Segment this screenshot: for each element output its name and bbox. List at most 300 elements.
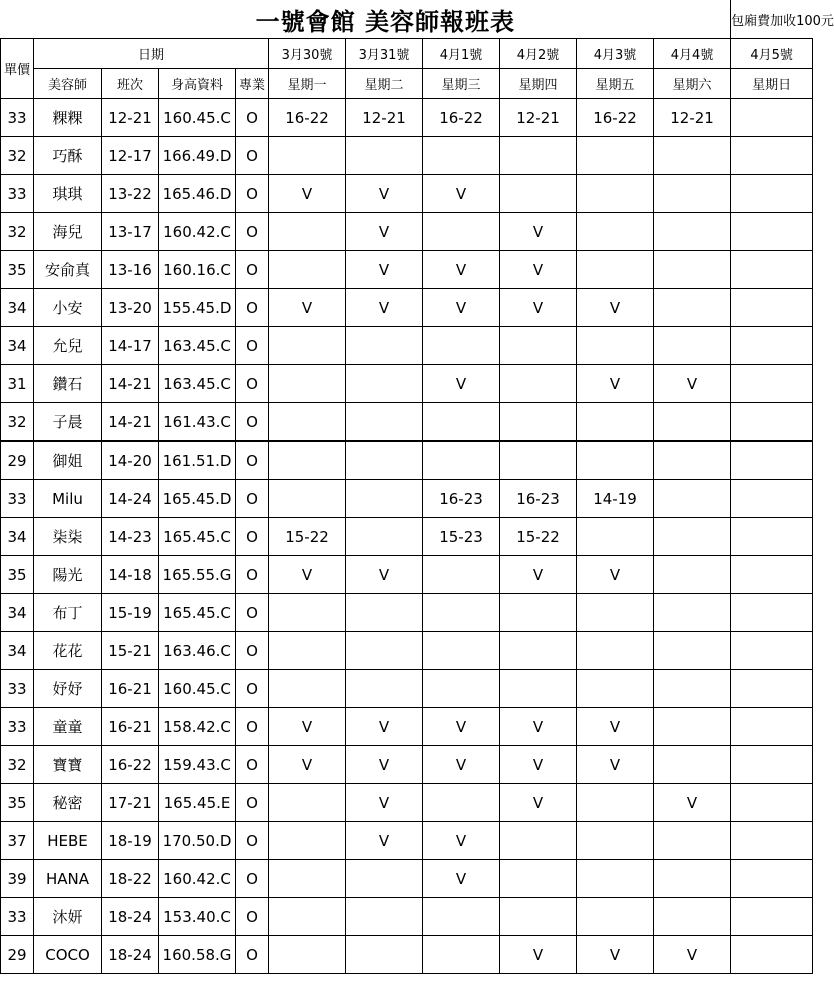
day-date: 4月4號 xyxy=(654,39,731,69)
schedule-cell xyxy=(346,480,423,518)
table-row xyxy=(1,860,813,898)
schedule-cell: V xyxy=(500,289,577,327)
schedule-cell: V xyxy=(269,746,346,784)
shift-cell: 14-21 xyxy=(102,403,159,442)
day-weekday: 星期六 xyxy=(654,69,731,99)
schedule-cell xyxy=(654,251,731,289)
schedule-cell xyxy=(577,898,654,936)
pro-cell: O xyxy=(236,99,269,137)
therapist-header: 美容師 xyxy=(34,69,102,99)
schedule-cell xyxy=(577,403,654,442)
schedule-cell xyxy=(654,175,731,213)
schedule-cell xyxy=(346,936,423,974)
body-info-cell: 163.45.C xyxy=(159,327,236,365)
price-cell: 32 xyxy=(1,137,34,175)
pro-cell: O xyxy=(236,518,269,556)
body-info-cell: 159.43.C xyxy=(159,746,236,784)
schedule-cell xyxy=(500,137,577,175)
body-info-cell: 160.42.C xyxy=(159,213,236,251)
therapist-name: COCO xyxy=(34,936,102,974)
schedule-cell xyxy=(346,137,423,175)
schedule-cell xyxy=(731,518,813,556)
body-info-cell: 160.42.C xyxy=(159,860,236,898)
body-info-cell: 165.45.E xyxy=(159,784,236,822)
schedule-cell: V xyxy=(423,365,500,403)
schedule-cell xyxy=(500,860,577,898)
schedule-cell xyxy=(269,251,346,289)
schedule-cell xyxy=(654,860,731,898)
schedule-cell xyxy=(654,708,731,746)
schedule-cell: V xyxy=(423,746,500,784)
pro-cell: O xyxy=(236,708,269,746)
schedule-cell: 15-22 xyxy=(269,518,346,556)
schedule-cell xyxy=(269,860,346,898)
schedule-cell xyxy=(423,403,500,442)
schedule-cell xyxy=(423,594,500,632)
table-row xyxy=(1,480,813,518)
body-info-cell: 158.42.C xyxy=(159,708,236,746)
pro-cell: O xyxy=(236,898,269,936)
schedule-cell: V xyxy=(577,708,654,746)
schedule-cell xyxy=(577,251,654,289)
schedule-cell: V xyxy=(423,822,500,860)
body-info-cell: 160.16.C xyxy=(159,251,236,289)
schedule-cell xyxy=(731,251,813,289)
shift-cell: 14-23 xyxy=(102,518,159,556)
schedule-cell xyxy=(654,213,731,251)
schedule-cell xyxy=(731,327,813,365)
schedule-cell xyxy=(731,289,813,327)
body-info-cell: 165.45.C xyxy=(159,594,236,632)
price-cell: 33 xyxy=(1,175,34,213)
shift-cell: 15-19 xyxy=(102,594,159,632)
schedule-cell xyxy=(577,137,654,175)
schedule-cell xyxy=(731,137,813,175)
shift-cell: 18-19 xyxy=(102,822,159,860)
schedule-cell xyxy=(269,137,346,175)
schedule-cell: V xyxy=(423,289,500,327)
schedule-cell xyxy=(500,441,577,480)
shift-header: 班次 xyxy=(102,69,159,99)
body-header: 身高資料 xyxy=(159,69,236,99)
schedule-cell xyxy=(654,746,731,784)
schedule-cell xyxy=(577,822,654,860)
schedule-cell xyxy=(654,289,731,327)
therapist-name: 粿粿 xyxy=(34,99,102,137)
schedule-cell xyxy=(423,441,500,480)
schedule-cell: V xyxy=(654,936,731,974)
pro-cell: O xyxy=(236,594,269,632)
pro-cell: O xyxy=(236,289,269,327)
pro-cell: O xyxy=(236,632,269,670)
price-cell: 37 xyxy=(1,822,34,860)
schedule-cell xyxy=(346,327,423,365)
schedule-cell xyxy=(654,518,731,556)
price-cell: 32 xyxy=(1,746,34,784)
day-weekday: 星期一 xyxy=(269,69,346,99)
table-row xyxy=(1,518,813,556)
therapist-name: 柒柒 xyxy=(34,518,102,556)
schedule-cell xyxy=(731,403,813,442)
schedule-cell xyxy=(423,670,500,708)
header-row-weekdays xyxy=(1,69,813,99)
schedule-cell xyxy=(731,556,813,594)
schedule-cell xyxy=(731,594,813,632)
pro-cell: O xyxy=(236,822,269,860)
shift-cell: 13-16 xyxy=(102,251,159,289)
schedule-cell: V xyxy=(269,556,346,594)
shift-cell: 18-24 xyxy=(102,898,159,936)
schedule-cell: V xyxy=(423,708,500,746)
schedule-cell xyxy=(731,708,813,746)
schedule-cell xyxy=(654,480,731,518)
table-row xyxy=(1,784,813,822)
therapist-name: 小安 xyxy=(34,289,102,327)
pro-cell: O xyxy=(236,746,269,784)
shift-cell: 15-21 xyxy=(102,632,159,670)
schedule-cell: V xyxy=(577,746,654,784)
schedule-cell xyxy=(269,441,346,480)
schedule-cell: V xyxy=(423,175,500,213)
fee-note: 包廂費加收100元 xyxy=(731,0,813,39)
shift-cell: 16-21 xyxy=(102,708,159,746)
schedule-cell: 16-22 xyxy=(577,99,654,137)
therapist-name: 寶寶 xyxy=(34,746,102,784)
schedule-cell xyxy=(269,784,346,822)
pro-cell: O xyxy=(236,441,269,480)
schedule-cell: V xyxy=(423,860,500,898)
price-cell: 34 xyxy=(1,518,34,556)
table-row xyxy=(1,746,813,784)
schedule-cell: V xyxy=(423,251,500,289)
schedule-cell xyxy=(269,898,346,936)
schedule-cell xyxy=(577,327,654,365)
schedule-cell: V xyxy=(269,175,346,213)
body-info-cell: 155.45.D xyxy=(159,289,236,327)
schedule-cell xyxy=(731,670,813,708)
body-info-cell: 170.50.D xyxy=(159,822,236,860)
schedule-cell xyxy=(346,860,423,898)
schedule-cell: V xyxy=(577,936,654,974)
schedule-cell xyxy=(654,137,731,175)
therapist-name: 安俞真 xyxy=(34,251,102,289)
schedule-cell xyxy=(269,403,346,442)
pro-cell: O xyxy=(236,403,269,442)
schedule-cell: V xyxy=(500,251,577,289)
day-weekday: 星期二 xyxy=(346,69,423,99)
day-date: 3月31號 xyxy=(346,39,423,69)
schedule-cell: V xyxy=(346,708,423,746)
body-info-cell: 163.45.C xyxy=(159,365,236,403)
schedule-cell xyxy=(346,403,423,442)
schedule-cell: 16-22 xyxy=(269,99,346,137)
therapist-name: HANA xyxy=(34,860,102,898)
schedule-cell xyxy=(500,670,577,708)
shift-cell: 18-24 xyxy=(102,936,159,974)
day-date: 4月3號 xyxy=(577,39,654,69)
pro-cell: O xyxy=(236,556,269,594)
schedule-cell xyxy=(654,822,731,860)
schedule-cell xyxy=(346,670,423,708)
schedule-cell: V xyxy=(346,213,423,251)
schedule-cell xyxy=(500,898,577,936)
schedule-cell: V xyxy=(500,213,577,251)
schedule-cell: V xyxy=(346,556,423,594)
therapist-name: 巧酥 xyxy=(34,137,102,175)
therapist-name: 琪琪 xyxy=(34,175,102,213)
schedule-cell: V xyxy=(654,365,731,403)
shift-cell: 13-20 xyxy=(102,289,159,327)
schedule-cell xyxy=(346,898,423,936)
body-info-cell: 165.55.G xyxy=(159,556,236,594)
price-cell: 34 xyxy=(1,594,34,632)
price-cell: 34 xyxy=(1,632,34,670)
pro-cell: O xyxy=(236,251,269,289)
pro-cell: O xyxy=(236,175,269,213)
schedule-cell xyxy=(731,822,813,860)
sheet-title: 一號會館 美容師報班表 xyxy=(1,0,731,39)
schedule-cell xyxy=(423,898,500,936)
price-cell: 32 xyxy=(1,213,34,251)
price-cell: 33 xyxy=(1,670,34,708)
schedule-cell xyxy=(654,632,731,670)
schedule-cell xyxy=(500,327,577,365)
schedule-cell xyxy=(577,594,654,632)
table-row xyxy=(1,327,813,365)
price-cell: 29 xyxy=(1,936,34,974)
pro-cell: O xyxy=(236,365,269,403)
day-date: 4月1號 xyxy=(423,39,500,69)
schedule-cell xyxy=(577,518,654,556)
schedule-cell xyxy=(423,632,500,670)
schedule-cell: 15-23 xyxy=(423,518,500,556)
table-row xyxy=(1,251,813,289)
pro-cell: O xyxy=(236,137,269,175)
therapist-name: 御姐 xyxy=(34,441,102,480)
table-row xyxy=(1,898,813,936)
day-date: 4月5號 xyxy=(731,39,813,69)
schedule-cell xyxy=(500,632,577,670)
schedule-cell: V xyxy=(654,784,731,822)
schedule-cell xyxy=(654,327,731,365)
day-weekday: 星期四 xyxy=(500,69,577,99)
schedule-cell xyxy=(423,936,500,974)
price-header: 單價 xyxy=(1,39,34,99)
schedule-cell xyxy=(269,594,346,632)
schedule-cell xyxy=(346,594,423,632)
body-info-cell: 161.51.D xyxy=(159,441,236,480)
schedule-cell xyxy=(731,784,813,822)
table-row xyxy=(1,441,813,480)
body-info-cell: 166.49.D xyxy=(159,137,236,175)
day-date: 4月2號 xyxy=(500,39,577,69)
schedule-cell xyxy=(500,175,577,213)
schedule-cell: V xyxy=(500,784,577,822)
table-row xyxy=(1,365,813,403)
schedule-cell: 16-22 xyxy=(423,99,500,137)
schedule-cell xyxy=(500,822,577,860)
pro-cell: O xyxy=(236,213,269,251)
price-cell: 35 xyxy=(1,251,34,289)
day-date: 3月30號 xyxy=(269,39,346,69)
table-row xyxy=(1,175,813,213)
schedule-cell xyxy=(423,137,500,175)
price-cell: 34 xyxy=(1,327,34,365)
schedule-cell xyxy=(731,746,813,784)
schedule-cell: V xyxy=(269,289,346,327)
schedule-cell xyxy=(654,898,731,936)
schedule-cell: V xyxy=(346,784,423,822)
pro-cell: O xyxy=(236,480,269,518)
schedule-cell xyxy=(731,860,813,898)
pro-cell: O xyxy=(236,670,269,708)
price-cell: 35 xyxy=(1,556,34,594)
therapist-name: 秘密 xyxy=(34,784,102,822)
therapist-name: 陽光 xyxy=(34,556,102,594)
price-cell: 31 xyxy=(1,365,34,403)
schedule-cell: 16-23 xyxy=(423,480,500,518)
schedule-cell xyxy=(654,403,731,442)
schedule-cell xyxy=(654,556,731,594)
price-cell: 33 xyxy=(1,708,34,746)
schedule-cell: V xyxy=(577,289,654,327)
schedule-cell xyxy=(269,480,346,518)
price-cell: 33 xyxy=(1,898,34,936)
therapist-name: 妤妤 xyxy=(34,670,102,708)
header-row-dates xyxy=(1,39,813,69)
body-info-cell: 165.46.D xyxy=(159,175,236,213)
table-row xyxy=(1,670,813,708)
schedule-cell: V xyxy=(500,708,577,746)
shift-cell: 14-24 xyxy=(102,480,159,518)
body-info-cell: 160.58.G xyxy=(159,936,236,974)
pro-header: 專業 xyxy=(236,69,269,99)
schedule-cell: V xyxy=(346,289,423,327)
schedule-cell xyxy=(423,556,500,594)
day-weekday: 星期五 xyxy=(577,69,654,99)
therapist-name: Milu xyxy=(34,480,102,518)
body-info-cell: 160.45.C xyxy=(159,99,236,137)
shift-cell: 14-17 xyxy=(102,327,159,365)
pro-cell: O xyxy=(236,936,269,974)
table-row xyxy=(1,99,813,137)
body-info-cell: 165.45.D xyxy=(159,480,236,518)
shift-cell: 14-21 xyxy=(102,365,159,403)
body-info-cell: 161.43.C xyxy=(159,403,236,442)
schedule-cell xyxy=(269,632,346,670)
schedule-cell xyxy=(731,175,813,213)
price-cell: 39 xyxy=(1,860,34,898)
schedule-cell xyxy=(731,213,813,251)
pro-cell: O xyxy=(236,784,269,822)
schedule-cell: 14-19 xyxy=(577,480,654,518)
schedule-cell xyxy=(269,365,346,403)
schedule-cell xyxy=(500,365,577,403)
schedule-cell xyxy=(731,480,813,518)
schedule-cell xyxy=(731,898,813,936)
schedule-cell xyxy=(346,365,423,403)
table-row xyxy=(1,137,813,175)
schedule-cell: V xyxy=(500,936,577,974)
schedule-cell xyxy=(269,670,346,708)
table-row xyxy=(1,936,813,974)
schedule-cell xyxy=(577,175,654,213)
schedule-cell xyxy=(346,632,423,670)
shift-cell: 16-21 xyxy=(102,670,159,708)
shift-cell: 16-22 xyxy=(102,746,159,784)
body-info-cell: 153.40.C xyxy=(159,898,236,936)
schedule-cell: 15-22 xyxy=(500,518,577,556)
table-row xyxy=(1,213,813,251)
schedule-cell xyxy=(346,518,423,556)
price-cell: 32 xyxy=(1,403,34,442)
therapist-name: 沐妍 xyxy=(34,898,102,936)
body-info-cell: 160.45.C xyxy=(159,670,236,708)
schedule-cell xyxy=(577,670,654,708)
price-cell: 33 xyxy=(1,480,34,518)
schedule-cell xyxy=(423,784,500,822)
price-cell: 34 xyxy=(1,289,34,327)
table-row xyxy=(1,708,813,746)
schedule-cell xyxy=(731,441,813,480)
schedule-cell xyxy=(423,327,500,365)
price-cell: 29 xyxy=(1,441,34,480)
schedule-cell xyxy=(269,936,346,974)
schedule-cell xyxy=(577,860,654,898)
shift-cell: 17-21 xyxy=(102,784,159,822)
schedule-cell: 12-21 xyxy=(654,99,731,137)
schedule-cell xyxy=(654,670,731,708)
body-info-cell: 163.46.C xyxy=(159,632,236,670)
day-weekday: 星期日 xyxy=(731,69,813,99)
schedule-cell xyxy=(577,784,654,822)
therapist-name: 布丁 xyxy=(34,594,102,632)
schedule-cell xyxy=(654,594,731,632)
body-info-cell: 165.45.C xyxy=(159,518,236,556)
pro-cell: O xyxy=(236,860,269,898)
price-cell: 35 xyxy=(1,784,34,822)
shift-cell: 14-20 xyxy=(102,441,159,480)
table-row xyxy=(1,822,813,860)
shift-cell: 14-18 xyxy=(102,556,159,594)
day-weekday: 星期三 xyxy=(423,69,500,99)
schedule-cell xyxy=(654,441,731,480)
shift-cell: 13-17 xyxy=(102,213,159,251)
schedule-cell xyxy=(500,594,577,632)
pro-cell: O xyxy=(236,327,269,365)
therapist-name: 花花 xyxy=(34,632,102,670)
therapist-name: HEBE xyxy=(34,822,102,860)
table-row xyxy=(1,594,813,632)
schedule-cell xyxy=(269,213,346,251)
schedule-cell xyxy=(500,403,577,442)
schedule-cell: V xyxy=(269,708,346,746)
schedule-cell xyxy=(346,441,423,480)
title-row xyxy=(1,0,813,39)
date-header: 日期 xyxy=(34,39,269,69)
shift-cell: 12-21 xyxy=(102,99,159,137)
shift-cell: 12-17 xyxy=(102,137,159,175)
schedule-cell: V xyxy=(500,746,577,784)
schedule-cell: 16-23 xyxy=(500,480,577,518)
shift-cell: 13-22 xyxy=(102,175,159,213)
shift-cell: 18-22 xyxy=(102,860,159,898)
schedule-cell: V xyxy=(346,251,423,289)
therapist-name: 允兒 xyxy=(34,327,102,365)
schedule-cell xyxy=(577,632,654,670)
schedule-cell xyxy=(731,936,813,974)
schedule-cell xyxy=(423,213,500,251)
